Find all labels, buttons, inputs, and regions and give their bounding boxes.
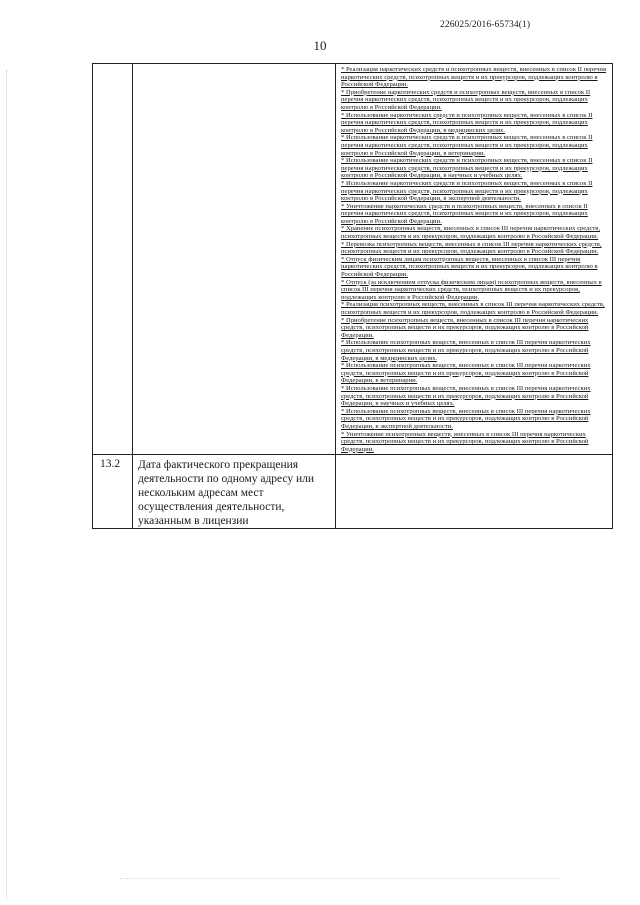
activity-list: [336, 64, 612, 454]
row-value: [336, 455, 613, 529]
table-row: [93, 64, 613, 455]
activity-item: * Использование психотропных веществ, внесенных в список III перечня наркотических средств, психотропных веществ и их прекурсоров, подлежащих контролю в Российской Федерации, в экспертной деятельности.: [341, 407, 591, 430]
scan-bottom-marks: [120, 878, 560, 880]
activity-item: * Реализация психотропных веществ, внесенных в список III перечня наркотических средств, психотропных веществ и их прекурсоров, подлежащих контролю в Российской Федерации.: [341, 301, 605, 316]
activity-item: * Отпуск физическим лицам психотропных веществ, внесенных в список III перечня наркотических средств, психотропных веществ и их прекурсоров, подлежащих контролю в Российской Федерации.: [341, 255, 598, 279]
table-row: [93, 455, 613, 529]
activity-item: * Использование наркотических средств и психотропных веществ, внесенных в список II перечня наркотических средств, психотропных веществ и их прекурсоров, подлежащих контролю в Российской Федерации, в ветеринарии.: [341, 134, 593, 157]
activity-item: * Хранение психотропных веществ, внесенных в список III перечня наркотических средств, психотропных веществ и их прекурсоров, подлежащих контролю в Российской Федерации.: [341, 225, 601, 241]
activity-item: * Использование наркотических средств и психотропных веществ, внесенных в список II перечня наркотических средств, психотропных веществ и их прекурсоров, подлежащих контролю в Российской Федерации, в экспертной деятельности.: [341, 179, 593, 203]
activity-item: * Использование психотропных веществ, внесенных в список III перечня наркотических средств, психотропных веществ и их прекурсоров, подлежащих контролю в Российской Федерации, в ветеринарии.: [341, 362, 591, 385]
row-number: 13.2: [93, 455, 133, 529]
row-number-cell: [93, 64, 133, 455]
scan-margin-marks: [6, 70, 9, 900]
activity-item: * Уничтожение психотропных веществ, внесенных в список III перечня наркотических средств, психотропных веществ и их прекурсоров, подлежащих контролю в Российской Федерации.: [341, 430, 589, 453]
activity-item: * Приобретение психотропных веществ, внесенных в список III перечня наркотических средств, психотропных веществ и их прекурсоров, подлежащих контролю в Российской Федерации.: [341, 316, 589, 339]
activity-item: * Использование наркотических средств и психотропных веществ, внесенных в список II перечня наркотических средств, психотропных веществ и их прекурсоров, подлежащих контролю в Российской Федерации, в научных и учебных целях.: [341, 157, 593, 180]
document-number: 226025/2016-65734(1): [440, 20, 531, 30]
activity-item: * Реализация наркотических средств и психотропных веществ, внесенных в список II перечня наркотических средств, психотропных веществ и их прекурсоров, подлежащих контролю в Российской Федерации.: [341, 66, 606, 89]
row-label-cell: [133, 64, 336, 455]
activity-item: * Приобретение наркотических средств и психотропных веществ, внесенных в список II перечня наркотических средств, психотропных веществ и их прекурсоров, подлежащих контролю в Российской Федерации.: [341, 88, 591, 111]
activity-item: * Использование наркотических средств и психотропных веществ, внесенных в список II перечня наркотических средств, психотропных веществ и их прекурсоров, подлежащих контролю в Российской Федерации, в медицинских целях.: [341, 111, 593, 134]
page-number: 10: [313, 38, 327, 53]
activity-item: * Отпуск (за исключением отпуска физическим лицам) психотропных веществ, внесенных в список III перечня наркотических средств, психотропных веществ и их прекурсоров, подлежащих контролю в Российской Федерации.: [341, 278, 602, 301]
activity-item: * Уничтожение наркотических средств и психотропных веществ, внесенных в список II перечня наркотических средств, психотропных веществ и их прекурсоров, подлежащих контролю в Российской Федерации.: [341, 202, 588, 225]
activity-list-cell: [336, 64, 613, 455]
activity-item: * Перевозка психотропных веществ, внесенных в список III перечня наркотических средств, психотропных веществ и их прекурсоров, подлежащих контролю в Российской Федерации.: [341, 240, 602, 256]
row-label: Дата фактического прекращения деятельности по одному адресу или нескольким адресам мест осуществления деятельности, указанным в лицензии: [133, 455, 336, 529]
activity-item: * Использование психотропных веществ, внесенных в список III перечня наркотических средств, психотропных веществ и их прекурсоров, подлежащих контролю в Российской Федерации, в медицинских целях.: [341, 339, 591, 362]
activity-item: * Использование психотропных веществ, внесенных в список III перечня наркотических средств, психотропных веществ и их прекурсоров, подлежащих контролю в Российской Федерации, в научных и учебных целях.: [341, 384, 591, 408]
license-table: [92, 63, 613, 529]
